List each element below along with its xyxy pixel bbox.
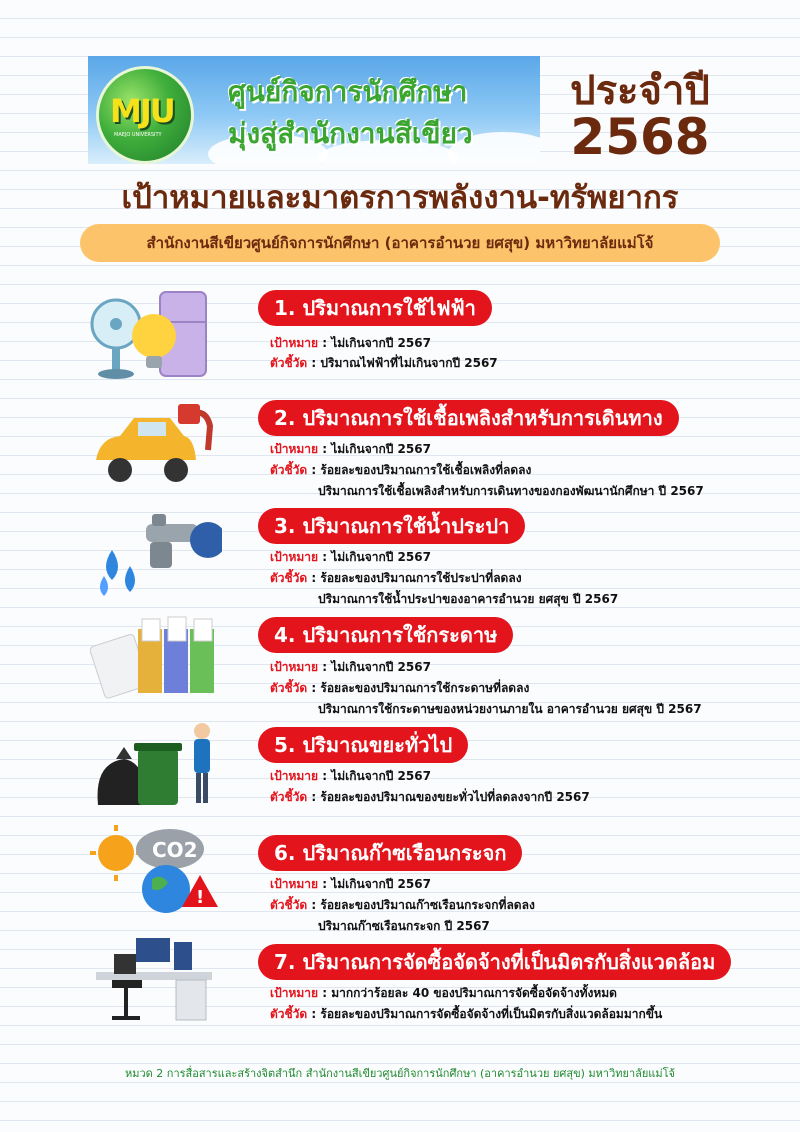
target-row — [270, 767, 431, 786]
waste-illustration — [90, 719, 222, 811]
banner-line-2: มุ่งสู่สำนักงานสีเขียว — [228, 117, 473, 150]
university-logo: MJU — [110, 92, 174, 130]
indicator-row — [270, 569, 522, 588]
banner-line-1: ศูนย์กิจการนักศึกษา — [228, 75, 468, 108]
target-row — [270, 658, 431, 677]
indicator-value: : ร้อยละของปริมาณการใช้กระดาษที่ลดลง — [311, 681, 530, 695]
section-title-pill: 2. ปริมาณการใช้เชื้อเพลิงสำหรับการเดินทาง — [258, 400, 679, 436]
indicator-label: ตัวชี้วัด — [270, 681, 308, 695]
indicator-label: ตัวชี้วัด — [270, 1007, 308, 1021]
page-title: เป้าหมายและมาตรการพลังงาน-ทรัพยากร — [121, 180, 679, 216]
indicator-label: ตัวชี้วัด — [270, 898, 308, 912]
indicator-label: ตัวชี้วัด — [270, 463, 308, 477]
target-value: : ไม่เกินจากปี 2567 — [322, 550, 431, 564]
section-title-pill: 4. ปริมาณการใช้กระดาษ — [258, 617, 513, 653]
section-title-pill: 5. ปริมาณขยะทั่วไป — [258, 727, 468, 763]
target-label: เป้าหมาย — [270, 660, 319, 674]
target-value: : ไม่เกินจากปี 2567 — [322, 769, 431, 783]
indicator-continuation: ปริมาณการใช้เชื้อเพลิงสำหรับการเดินทางของกองพัฒนานักศึกษา ปี 2567 — [318, 484, 704, 498]
year-value: 2568 — [570, 108, 710, 166]
indicator-label: ตัวชี้วัด — [270, 790, 308, 804]
target-row — [270, 334, 431, 353]
subtitle-banner: สำนักงานสีเขียวศูนย์กิจการนักศึกษา (อาคารอำนวย ยศสุข) มหาวิทยาลัยแม่โจ้ — [80, 224, 720, 262]
section-title-pill: 3. ปริมาณการใช้น้ำประปา — [258, 508, 525, 544]
target-value: : ไม่เกินจากปี 2567 — [322, 660, 431, 674]
indicator-row — [270, 354, 498, 373]
indicator-value: : ร้อยละของปริมาณการจัดซื้อจัดจ้างที่เป็นมิตรกับสิ่งแวดล้อมมากขึ้น — [311, 1007, 663, 1021]
indicator-value: : ปริมาณไฟฟ้าที่ไม่เกินจากปี 2567 — [311, 356, 498, 370]
section-title-pill: 1. ปริมาณการใช้ไฟฟ้า — [258, 290, 492, 326]
target-row — [270, 875, 431, 894]
university-logo-subtext: MAEJO UNIVERSITY — [114, 132, 162, 138]
indicator-row — [270, 896, 535, 915]
indicator-continuation: ปริมาณการใช้กระดาษของหน่วยงานภายใน อาคารอำนวย ยศสุข ปี 2567 — [318, 702, 702, 716]
year-label: ประจำปี — [570, 68, 710, 114]
indicator-label: ตัวชี้วัด — [270, 356, 308, 370]
indicator-row — [270, 788, 590, 807]
indicator-value: : ร้อยละของปริมาณก๊าซเรือนกระจกที่ลดลง — [311, 898, 535, 912]
target-value: : ไม่เกินจากปี 2567 — [322, 442, 431, 456]
indicator-value: : ร้อยละของปริมาณการใช้ประปาที่ลดลง — [311, 571, 522, 585]
target-label: เป้าหมาย — [270, 877, 319, 891]
target-value: : ไม่เกินจากปี 2567 — [322, 336, 431, 350]
indicator-continuation: ปริมาณก๊าซเรือนกระจก ปี 2567 — [318, 919, 490, 933]
section-title-pill: 6. ปริมาณก๊าซเรือนกระจก — [258, 835, 522, 871]
target-value: : ไม่เกินจากปี 2567 — [322, 877, 431, 891]
water-illustration — [90, 510, 222, 602]
target-label: เป้าหมาย — [270, 442, 319, 456]
indicator-continuation: ปริมาณการใช้น้ำประปาของอาคารอำนวย ยศสุข ปี 2567 — [318, 592, 619, 606]
fuel-illustration — [90, 400, 222, 492]
indicator-value: : ร้อยละของปริมาณของขยะทั่วไปที่ลดลงจากปี 2567 — [311, 790, 590, 804]
target-label: เป้าหมาย — [270, 336, 319, 350]
electricity-illustration — [90, 290, 222, 382]
indicator-label: ตัวชี้วัด — [270, 571, 308, 585]
indicator-value: : ร้อยละของปริมาณการใช้เชื้อเพลิงที่ลดลง — [311, 463, 532, 477]
procurement-illustration — [90, 932, 222, 1024]
target-row — [270, 440, 431, 459]
footer-text: หมวด 2 การสื่อสารและสร้างจิตสำนึก สำนักงานสีเขียวศูนย์กิจการนักศึกษา (อาคารอำนวย ยศสุข) มหาวิทยาลัยแม่โจ้ — [124, 1067, 676, 1080]
target-label: เป้าหมาย — [270, 769, 319, 783]
section-title-pill: 7. ปริมาณการจัดซื้อจัดจ้างที่เป็นมิตรกับสิ่งแวดล้อม — [258, 944, 731, 980]
indicator-row — [270, 461, 531, 480]
target-label: เป้าหมาย — [270, 550, 319, 564]
target-label: เป้าหมาย — [270, 986, 319, 1000]
target-row — [270, 984, 617, 1003]
co2-label: CO2 — [152, 838, 198, 862]
greenhouse-illustration — [90, 823, 222, 915]
indicator-row — [270, 1005, 662, 1024]
indicator-row — [270, 679, 529, 698]
header-banner — [88, 56, 540, 164]
target-row — [270, 548, 431, 567]
paper-illustration — [90, 609, 222, 701]
svg-text:!: ! — [196, 887, 205, 908]
target-value: : มากกว่าร้อยละ 40 ของปริมาณการจัดซื้อจัดจ้างทั้งหมด — [322, 986, 617, 1000]
